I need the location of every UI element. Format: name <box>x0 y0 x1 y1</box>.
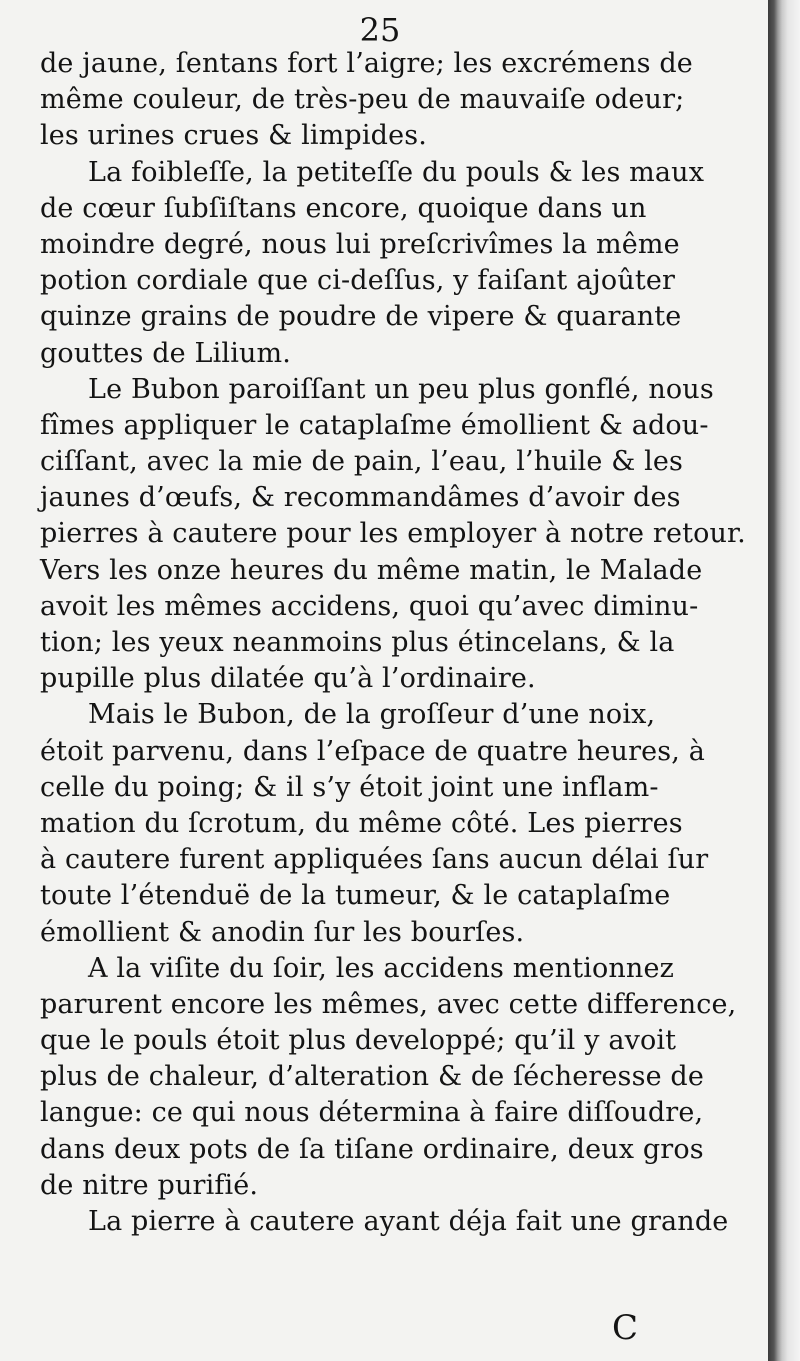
text-line: potion cordiale que ci-deſſus, y faiſant ajoûter <box>40 265 676 297</box>
text-line: de nitre purifié. <box>40 1169 259 1201</box>
text-line: pierres à cautere pour les employer à notre retour. <box>40 518 746 550</box>
text-line: toute l’étenduë de la tumeur, & le cataplaſme <box>40 880 671 912</box>
text-line: les urines crues & limpides. <box>40 120 427 152</box>
text-line: dans deux pots de ſa tiſane ordinaire, deux gros <box>40 1133 704 1165</box>
paragraph-start-line: Le Bubon paroiſſant un peu plus gonflé, nous <box>88 373 714 405</box>
text-line: tion; les yeux neanmoins plus étincelans, & la <box>40 627 675 658</box>
text-line: pupille plus dilatée qu’à l’ordinaire. <box>40 663 536 695</box>
text-line: Vers les onze heures du même matin, le Malade <box>40 554 703 586</box>
text-line: ciſſant, avec la mie de pain, l’eau, l’huile & les <box>40 446 684 478</box>
text-line: de jaune, ſentans fort l’aigre; les excrémens de <box>40 48 693 79</box>
book-gutter-edge <box>768 0 800 1361</box>
text-line: de cœur ſubſiſtans encore, quoique dans un <box>40 192 647 224</box>
signature-mark: C <box>612 1308 639 1348</box>
text-line: moindre degré, nous lui preſcrivîmes la même <box>40 228 680 260</box>
paragraph-start-line: La foibleſſe, la petiteſſe du pouls & les maux <box>88 156 705 188</box>
text-line: langue: ce qui nous détermina à faire diſſoudre, <box>40 1097 704 1129</box>
text-line: émollient & anodin ſur les bourſes. <box>40 916 525 948</box>
text-line: que le pouls étoit plus developpé; qu’il y avoit <box>40 1025 677 1057</box>
text-line: quinze grains de poudre de vipere & quarante <box>40 301 682 333</box>
text-line: mation du ſcrotum, du même côté. Les pierres <box>40 807 683 839</box>
text-line: parurent encore les mêmes, avec cette difference, <box>40 988 737 1020</box>
page-number: 25 <box>359 11 401 49</box>
body-text <box>40 46 750 1240</box>
paragraph-start-line: La pierre à cautere ayant déja fait une grande <box>88 1206 729 1237</box>
text-line: avoit les mêmes accidens, quoi qu’avec diminu- <box>40 590 699 622</box>
text-line: même couleur, de très-peu de mauvaiſe odeur; <box>40 84 685 116</box>
text-line: plus de chaleur, d’alteration & de ſécheresse de <box>40 1061 704 1093</box>
paragraph-start-line: Mais le Bubon, de la groſſeur d’une noix, <box>88 699 656 731</box>
text-line: à cautere furent appliquées ſans aucun délai ſur <box>40 844 709 876</box>
text-line: jaunes d’œufs, & recommandâmes d’avoir des <box>40 482 681 514</box>
text-line: gouttes de Lilium. <box>40 337 291 369</box>
text-line: étoit parvenu, dans l’eſpace de quatre heures, à <box>40 735 705 767</box>
paragraph-start-line: A la viſite du ſoir, les accidens mentionnez <box>88 952 674 984</box>
text-line: celle du poing; & il s’y étoit joint une inflam- <box>40 771 659 803</box>
text-line: fîmes appliquer le cataplaſme émollient & adou- <box>40 409 709 441</box>
